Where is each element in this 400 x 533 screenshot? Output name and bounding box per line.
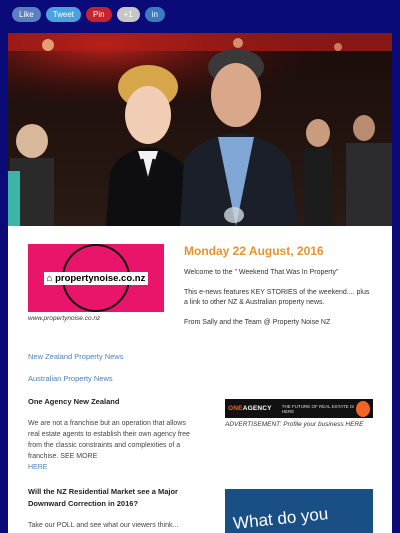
see-more-link[interactable]: HERE [28, 464, 48, 471]
intro-column [184, 244, 374, 338]
ad-tagline: THE FUTURE OF REAL ESTATE IS HERE [281, 403, 355, 414]
issue-date-heading: Monday 22 August, 2016 [184, 244, 324, 258]
story-title-market-correction[interactable]: Will the NZ Residential Market see a Major Downward Correction in 2016? [28, 487, 178, 508]
poll-image-text: What do you [232, 504, 330, 533]
linkedin-share-button[interactable]: in [145, 7, 165, 22]
pinterest-pin-button[interactable]: Pin [86, 7, 112, 22]
story-body-poll: Take our POLL and see what our viewers think... [28, 522, 179, 529]
ad-caption[interactable]: ADVERTISEMENT: Profile your business HERE [225, 421, 364, 428]
tweet-button[interactable]: Tweet [46, 7, 81, 22]
ad-badge-icon [356, 401, 370, 417]
home-icon: ⌂ [46, 272, 53, 284]
features-text: This e-news features KEY STORIES of the weekend.... plus a link to other NZ & Australian property news. [184, 289, 370, 306]
newsletter-body [8, 33, 392, 533]
hero-photo [8, 33, 392, 226]
signoff-text: From Sally and the Team @ Property Noise NZ [184, 319, 331, 326]
propertynoise-logo[interactable] [28, 244, 164, 312]
welcome-text: Welcome to the " Weekend That Was In Property" [184, 269, 339, 276]
story-body-one-agency: We are not a franchise but an operation that allows real estate agents to establish their own agency free from the classic constraints and complexities of a franchise. SEE MORE HERE [28, 420, 190, 471]
ad-brand: ONEAGENCY [228, 405, 272, 412]
nz-property-news-link[interactable]: New Zealand Property News [28, 352, 124, 361]
social-share-bar [12, 7, 165, 22]
google-plus-button[interactable]: +1 [117, 7, 140, 22]
poll-image[interactable] [225, 489, 373, 533]
facebook-like-button[interactable]: Like [12, 7, 41, 22]
logo-caption[interactable]: www.propertynoise.co.nz [28, 315, 101, 322]
logo-text: ⌂ propertynoise.co.nz [44, 272, 149, 285]
story-title-one-agency[interactable]: One Agency New Zealand [28, 397, 120, 406]
au-property-news-link[interactable]: Australian Property News [28, 374, 113, 383]
one-agency-ad-banner[interactable] [225, 399, 373, 418]
